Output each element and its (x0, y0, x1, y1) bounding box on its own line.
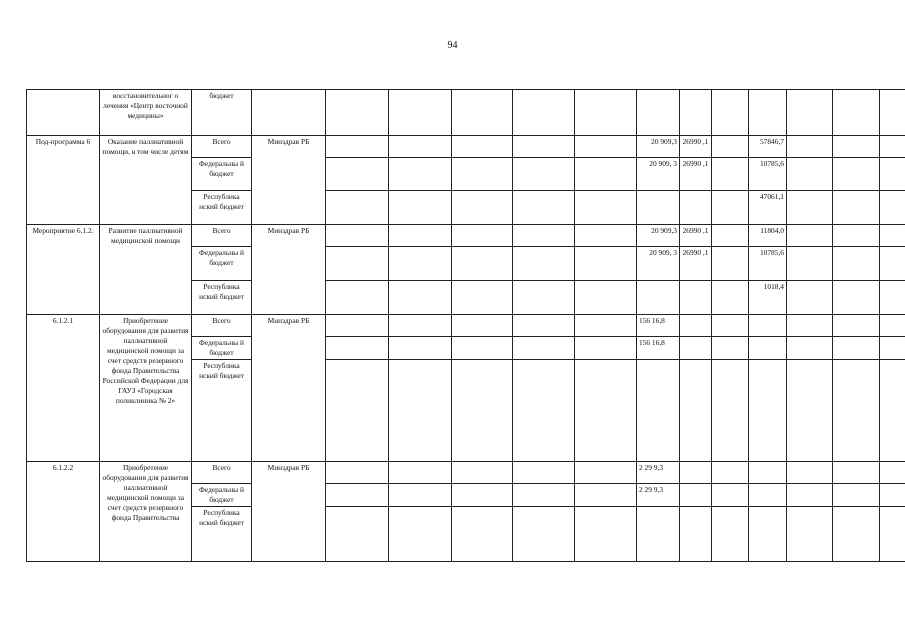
table-row (27, 315, 905, 337)
empty-cell (513, 225, 575, 247)
empty-cell (326, 281, 389, 315)
value-cell: 1018,4 (749, 281, 787, 315)
source-cell: Федеральны й бюджет (192, 484, 252, 507)
empty-cell (637, 281, 680, 315)
empty-cell (513, 281, 575, 315)
empty-cell (712, 337, 749, 360)
empty-cell (749, 360, 787, 462)
empty-cell (787, 462, 833, 484)
empty-cell (513, 191, 575, 225)
empty-cell (680, 507, 712, 562)
empty-cell (389, 462, 452, 484)
empty-cell (833, 507, 880, 562)
empty-cell (833, 90, 880, 136)
empty-cell (389, 247, 452, 281)
empty-cell (712, 281, 749, 315)
empty-cell (833, 225, 880, 247)
code-cell: 6.1.2.1 (27, 315, 100, 462)
empty-cell (787, 136, 833, 158)
budget-table (26, 89, 905, 562)
empty-cell (680, 315, 712, 337)
empty-cell (833, 281, 880, 315)
empty-cell (452, 462, 513, 484)
empty-cell (880, 90, 905, 136)
empty-cell (452, 360, 513, 462)
empty-cell (787, 360, 833, 462)
org-cell: Минздрав РБ (252, 225, 326, 315)
empty-cell (389, 281, 452, 315)
empty-cell (712, 247, 749, 281)
empty-cell (880, 225, 905, 247)
empty-cell (326, 158, 389, 191)
empty-cell (452, 136, 513, 158)
empty-cell (389, 90, 452, 136)
empty-cell (575, 247, 637, 281)
empty-cell (712, 315, 749, 337)
empty-cell (680, 191, 712, 225)
empty-cell (880, 484, 905, 507)
org-cell: Минздрав РБ (252, 462, 326, 562)
empty-cell (787, 315, 833, 337)
value-cell: 26990 ,1 (680, 136, 712, 158)
empty-cell (575, 136, 637, 158)
empty-cell (833, 484, 880, 507)
value-cell: 47061,1 (749, 191, 787, 225)
empty-cell (833, 136, 880, 158)
empty-cell (326, 337, 389, 360)
empty-cell (575, 191, 637, 225)
empty-cell (833, 360, 880, 462)
empty-cell (575, 225, 637, 247)
empty-cell (637, 90, 680, 136)
empty-cell (452, 507, 513, 562)
empty-cell (787, 247, 833, 281)
name-cell: Приобретение оборудования для развития паллиативной медицинской помощи за счет средств резервного фонда Правительства (100, 462, 192, 562)
empty-cell (787, 337, 833, 360)
empty-cell (326, 247, 389, 281)
empty-cell (680, 337, 712, 360)
source-cell: Республика нский бюджет (192, 360, 252, 462)
empty-cell (637, 507, 680, 562)
table-row (27, 90, 905, 136)
empty-cell (575, 281, 637, 315)
empty-cell (712, 191, 749, 225)
empty-cell (712, 360, 749, 462)
source-cell: Всего (192, 136, 252, 158)
value-cell: 20 909, 3 (637, 158, 680, 191)
empty-cell (787, 158, 833, 191)
code-cell: Мероприятие 6.1.2. (27, 225, 100, 315)
empty-cell (575, 507, 637, 562)
empty-cell (712, 462, 749, 484)
empty-cell (680, 462, 712, 484)
empty-cell (880, 315, 905, 337)
name-cell: Приобретение оборудования для развития паллиативной медицинской помощи за счет средств резервного фонда Правительства Российской Федерации для ГАУЗ «Городская поликлиника № 2» (100, 315, 192, 462)
empty-cell (833, 315, 880, 337)
empty-cell (575, 484, 637, 507)
value-cell: 2 29 9,3 (637, 462, 680, 484)
value-cell: 20 909,3 (637, 225, 680, 247)
empty-cell (513, 90, 575, 136)
table-row (27, 225, 905, 247)
empty-cell (389, 158, 452, 191)
source-cell: Республика нский бюджет (192, 281, 252, 315)
empty-cell (326, 507, 389, 562)
empty-cell (452, 337, 513, 360)
empty-cell (575, 360, 637, 462)
empty-cell (452, 281, 513, 315)
empty-cell (389, 315, 452, 337)
empty-cell (513, 247, 575, 281)
value-cell: 26990 ,1 (680, 225, 712, 247)
empty-cell (749, 337, 787, 360)
empty-cell (575, 337, 637, 360)
value-cell: 57846,7 (749, 136, 787, 158)
value-cell: 11804,0 (749, 225, 787, 247)
empty-cell (389, 337, 452, 360)
empty-cell (833, 462, 880, 484)
empty-cell (513, 484, 575, 507)
code-cell (27, 90, 100, 136)
empty-cell (787, 90, 833, 136)
empty-cell (513, 507, 575, 562)
source-cell: Всего (192, 462, 252, 484)
name-cell: восстановительног о лечения «Центр восточной медицины» (100, 90, 192, 136)
empty-cell (575, 315, 637, 337)
empty-cell (680, 281, 712, 315)
table-row (27, 136, 905, 158)
empty-cell (880, 247, 905, 281)
empty-cell (452, 158, 513, 191)
value-cell: 10785,6 (749, 158, 787, 191)
source-cell: Всего (192, 225, 252, 247)
source-cell: Федеральны й бюджет (192, 337, 252, 360)
empty-cell (749, 507, 787, 562)
value-cell: 26990 ,1 (680, 158, 712, 191)
empty-cell (575, 90, 637, 136)
value-cell: 156 16,8 (637, 337, 680, 360)
empty-cell (326, 462, 389, 484)
empty-cell (389, 191, 452, 225)
source-cell: Республика нский бюджет (192, 191, 252, 225)
empty-cell (452, 247, 513, 281)
empty-cell (513, 462, 575, 484)
empty-cell (787, 225, 833, 247)
value-cell: 20 909,3 (637, 136, 680, 158)
empty-cell (513, 136, 575, 158)
empty-cell (880, 337, 905, 360)
empty-cell (880, 462, 905, 484)
code-cell: 6.1.2.2 (27, 462, 100, 562)
empty-cell (712, 507, 749, 562)
empty-cell (389, 225, 452, 247)
empty-cell (326, 315, 389, 337)
source-cell: Республика нский бюджет (192, 507, 252, 562)
empty-cell (513, 337, 575, 360)
empty-cell (749, 315, 787, 337)
empty-cell (787, 281, 833, 315)
value-cell: 156 16,8 (637, 315, 680, 337)
value-cell: 26990 ,1 (680, 247, 712, 281)
empty-cell (712, 136, 749, 158)
empty-cell (452, 90, 513, 136)
source-cell: бюджет (192, 90, 252, 136)
empty-cell (680, 360, 712, 462)
empty-cell (575, 158, 637, 191)
empty-cell (513, 158, 575, 191)
source-cell: Федеральны й бюджет (192, 247, 252, 281)
org-cell: Минздрав РБ (252, 136, 326, 225)
org-cell: Минздрав РБ (252, 315, 326, 462)
empty-cell (513, 315, 575, 337)
name-cell: Развитие паллиативной медицинской помощи (100, 225, 192, 315)
empty-cell (880, 281, 905, 315)
empty-cell (513, 360, 575, 462)
empty-cell (389, 484, 452, 507)
empty-cell (637, 360, 680, 462)
empty-cell (326, 484, 389, 507)
empty-cell (680, 90, 712, 136)
empty-cell (680, 484, 712, 507)
empty-cell (833, 247, 880, 281)
empty-cell (326, 225, 389, 247)
org-cell (252, 90, 326, 136)
empty-cell (880, 191, 905, 225)
empty-cell (326, 90, 389, 136)
empty-cell (880, 136, 905, 158)
empty-cell (880, 360, 905, 462)
empty-cell (833, 337, 880, 360)
empty-cell (749, 484, 787, 507)
empty-cell (389, 136, 452, 158)
empty-cell (712, 158, 749, 191)
empty-cell (452, 225, 513, 247)
empty-cell (389, 507, 452, 562)
empty-cell (712, 225, 749, 247)
empty-cell (749, 462, 787, 484)
empty-cell (637, 191, 680, 225)
value-cell: 2 29 9,3 (637, 484, 680, 507)
source-cell: Федеральны й бюджет (192, 158, 252, 191)
empty-cell (326, 191, 389, 225)
name-cell: Оказание паллиативной помощи, в том числе детям (100, 136, 192, 225)
empty-cell (452, 191, 513, 225)
empty-cell (326, 360, 389, 462)
empty-cell (833, 158, 880, 191)
empty-cell (880, 158, 905, 191)
empty-cell (833, 191, 880, 225)
empty-cell (575, 462, 637, 484)
empty-cell (749, 90, 787, 136)
empty-cell (787, 507, 833, 562)
empty-cell (452, 315, 513, 337)
page-number: 94 (447, 40, 458, 51)
code-cell: Под-программа 6 (27, 136, 100, 225)
empty-cell (326, 136, 389, 158)
source-cell: Всего (192, 315, 252, 337)
empty-cell (787, 191, 833, 225)
empty-cell (389, 360, 452, 462)
table-row (27, 462, 905, 484)
value-cell: 10785,6 (749, 247, 787, 281)
empty-cell (880, 507, 905, 562)
value-cell: 20 909, 3 (637, 247, 680, 281)
empty-cell (712, 90, 749, 136)
empty-cell (712, 484, 749, 507)
empty-cell (452, 484, 513, 507)
empty-cell (787, 484, 833, 507)
